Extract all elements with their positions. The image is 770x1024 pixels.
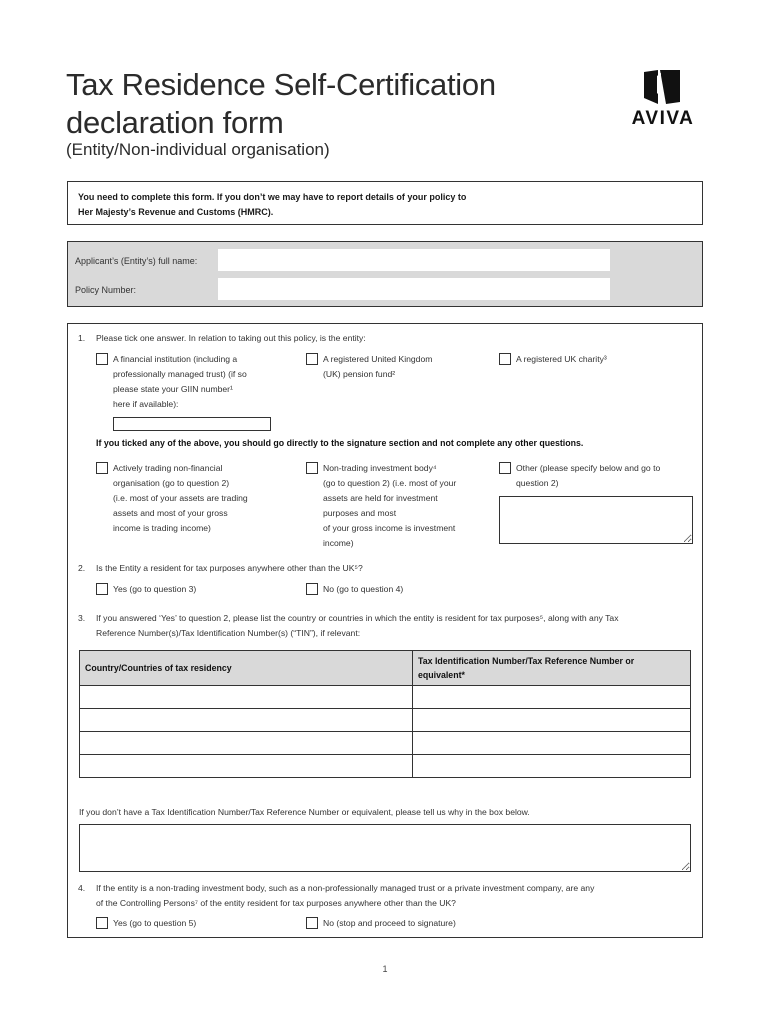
country-column-header: Country/Countries of tax residency xyxy=(80,651,413,686)
q3-number: 3. xyxy=(78,613,86,623)
q2-no-label: No (go to question 4) xyxy=(323,584,404,594)
q1-opt-c-line: A registered UK charity³ xyxy=(516,354,607,364)
q1-opt-d-line: Actively trading non-financial xyxy=(113,463,223,473)
policy-number-label: Policy Number: xyxy=(75,285,137,295)
form-title xyxy=(66,66,496,142)
country-cell[interactable] xyxy=(80,732,413,755)
q1-opt-d-line: (i.e. most of your assets are trading xyxy=(113,493,248,503)
q1-non-trading-investment-label xyxy=(323,461,456,551)
hmrc-notice-box xyxy=(67,181,703,225)
q2-no-checkbox[interactable] xyxy=(306,583,318,595)
q1-other-specify-field[interactable] xyxy=(499,496,693,544)
country-cell[interactable] xyxy=(80,709,413,732)
q2-yes-checkbox[interactable] xyxy=(96,583,108,595)
q1-non-trading-investment-checkbox[interactable] xyxy=(306,462,318,474)
form-subtitle: (Entity/Non-individual organisation) xyxy=(66,140,330,159)
page-number: 1 xyxy=(382,964,388,974)
tin-header-line2: equivalent* xyxy=(418,670,465,680)
q1-opt-d-line: assets and most of your gross xyxy=(113,508,228,518)
aviva-logo xyxy=(620,70,706,130)
q1-opt-f-line: Other (please specify below and go to xyxy=(516,463,661,473)
q1-opt-e-line: Non-trading investment body⁴ xyxy=(323,463,437,473)
q4-no-checkbox[interactable] xyxy=(306,917,318,929)
q1-uk-pension-fund-label xyxy=(323,352,432,382)
applicant-name-label: Applicant’s (Entity’s) full name: xyxy=(75,256,198,266)
q1-opt-e-line: assets are held for investment xyxy=(323,493,438,503)
no-tin-reason-field[interactable] xyxy=(79,824,691,872)
policy-number-field[interactable] xyxy=(218,278,610,300)
q2-text: Is the Entity a resident for tax purposes anywhere other than the UK⁵? xyxy=(96,563,363,573)
q4-text-line2: of the Controlling Persons⁷ of the entity resident for tax purposes anywhere other than the UK? xyxy=(96,898,456,908)
q1-opt-a-line: here if available): xyxy=(113,399,179,409)
tax-residency-table xyxy=(79,650,691,778)
q1-financial-institution-label xyxy=(113,352,247,412)
q3-text-line1: If you answered ‘Yes’ to question 2, please list the country or countries in which the entity is resident for tax purposes⁵, along with any Tax xyxy=(96,613,619,623)
applicant-details-panel xyxy=(67,241,703,307)
questions-section xyxy=(67,323,703,938)
giin-number-input[interactable] xyxy=(113,417,271,431)
q4-yes-checkbox[interactable] xyxy=(96,917,108,929)
table-row xyxy=(80,709,691,732)
no-tin-reason-prompt: If you don’t have a Tax Identification Number/Tax Reference Number or equivalent, please tell us why in the box below. xyxy=(79,807,530,817)
country-cell[interactable] xyxy=(80,755,413,778)
q4-text xyxy=(96,881,594,911)
table-row xyxy=(80,686,691,709)
q3-text-line2: Reference Number(s)/Tax Identification Number(s) (“TIN”), if relevant: xyxy=(96,628,361,638)
q4-text-line1: If the entity is a non-trading investment body, such as a non-professionally managed trust or a private investment company, are any xyxy=(96,883,595,893)
notice-line2: Her Majesty’s Revenue and Customs (HMRC). xyxy=(78,207,274,217)
q4-no-label: No (stop and proceed to signature) xyxy=(323,918,456,928)
table-row xyxy=(80,732,691,755)
tax-table-header-row xyxy=(80,651,691,686)
tin-cell[interactable] xyxy=(413,732,691,755)
q1-uk-pension-fund-checkbox[interactable] xyxy=(306,353,318,365)
q2-yes-label: Yes (go to question 3) xyxy=(113,584,197,594)
q3-text xyxy=(96,611,619,641)
q1-signature-instruction: If you ticked any of the above, you should go directly to the signature section and not complete any other questions. xyxy=(96,438,584,448)
tin-cell[interactable] xyxy=(413,686,691,709)
q1-opt-e-line: income) xyxy=(323,538,354,548)
q1-financial-institution-checkbox[interactable] xyxy=(96,353,108,365)
q1-text: Please tick one answer. In relation to taking out this policy, is the entity: xyxy=(96,333,366,343)
country-cell[interactable] xyxy=(80,686,413,709)
tin-header-line1: Tax Identification Number/Tax Reference Number or xyxy=(418,656,635,666)
q1-opt-e-line: purposes and most xyxy=(323,508,397,518)
q1-opt-b-line: A registered United Kingdom xyxy=(323,354,433,364)
form-title-line2: declaration form xyxy=(66,105,284,140)
q1-uk-charity-checkbox[interactable] xyxy=(499,353,511,365)
form-title-line1: Tax Residence Self-Certification xyxy=(66,67,496,102)
applicant-name-field[interactable] xyxy=(218,249,610,271)
q1-opt-e-line: (go to question 2) (i.e. most of your xyxy=(323,478,457,488)
q1-number: 1. xyxy=(78,333,86,343)
q4-yes-label: Yes (go to question 5) xyxy=(113,918,197,928)
q1-opt-a-line: please state your GIIN number¹ xyxy=(113,384,233,394)
q1-opt-d-line: income is trading income) xyxy=(113,523,211,533)
q4-number: 4. xyxy=(78,883,86,893)
q1-opt-f-line: question 2) xyxy=(516,478,559,488)
q1-trading-organisation-label xyxy=(113,461,248,536)
q1-opt-a-line: A financial institution (including a xyxy=(113,354,238,364)
q1-opt-e-line: of your gross income is investment xyxy=(323,523,456,533)
table-row xyxy=(80,755,691,778)
q2-number: 2. xyxy=(78,563,86,573)
q1-other-checkbox[interactable] xyxy=(499,462,511,474)
notice-line1: You need to complete this form. If you don’t we may have to report details of your policy to xyxy=(78,192,467,202)
q1-opt-b-line: (UK) pension fund² xyxy=(323,369,396,379)
q1-uk-charity-label xyxy=(516,352,607,367)
q1-opt-d-line: organisation (go to question 2) xyxy=(113,478,230,488)
aviva-logo-mark-icon xyxy=(644,70,680,104)
tin-cell[interactable] xyxy=(413,709,691,732)
q1-trading-organisation-checkbox[interactable] xyxy=(96,462,108,474)
q1-other-label xyxy=(516,461,660,491)
tin-column-header xyxy=(413,651,691,686)
q1-opt-a-line: professionally managed trust) (if so xyxy=(113,369,247,379)
aviva-logo-text: AVIVA xyxy=(631,108,695,129)
tin-cell[interactable] xyxy=(413,755,691,778)
